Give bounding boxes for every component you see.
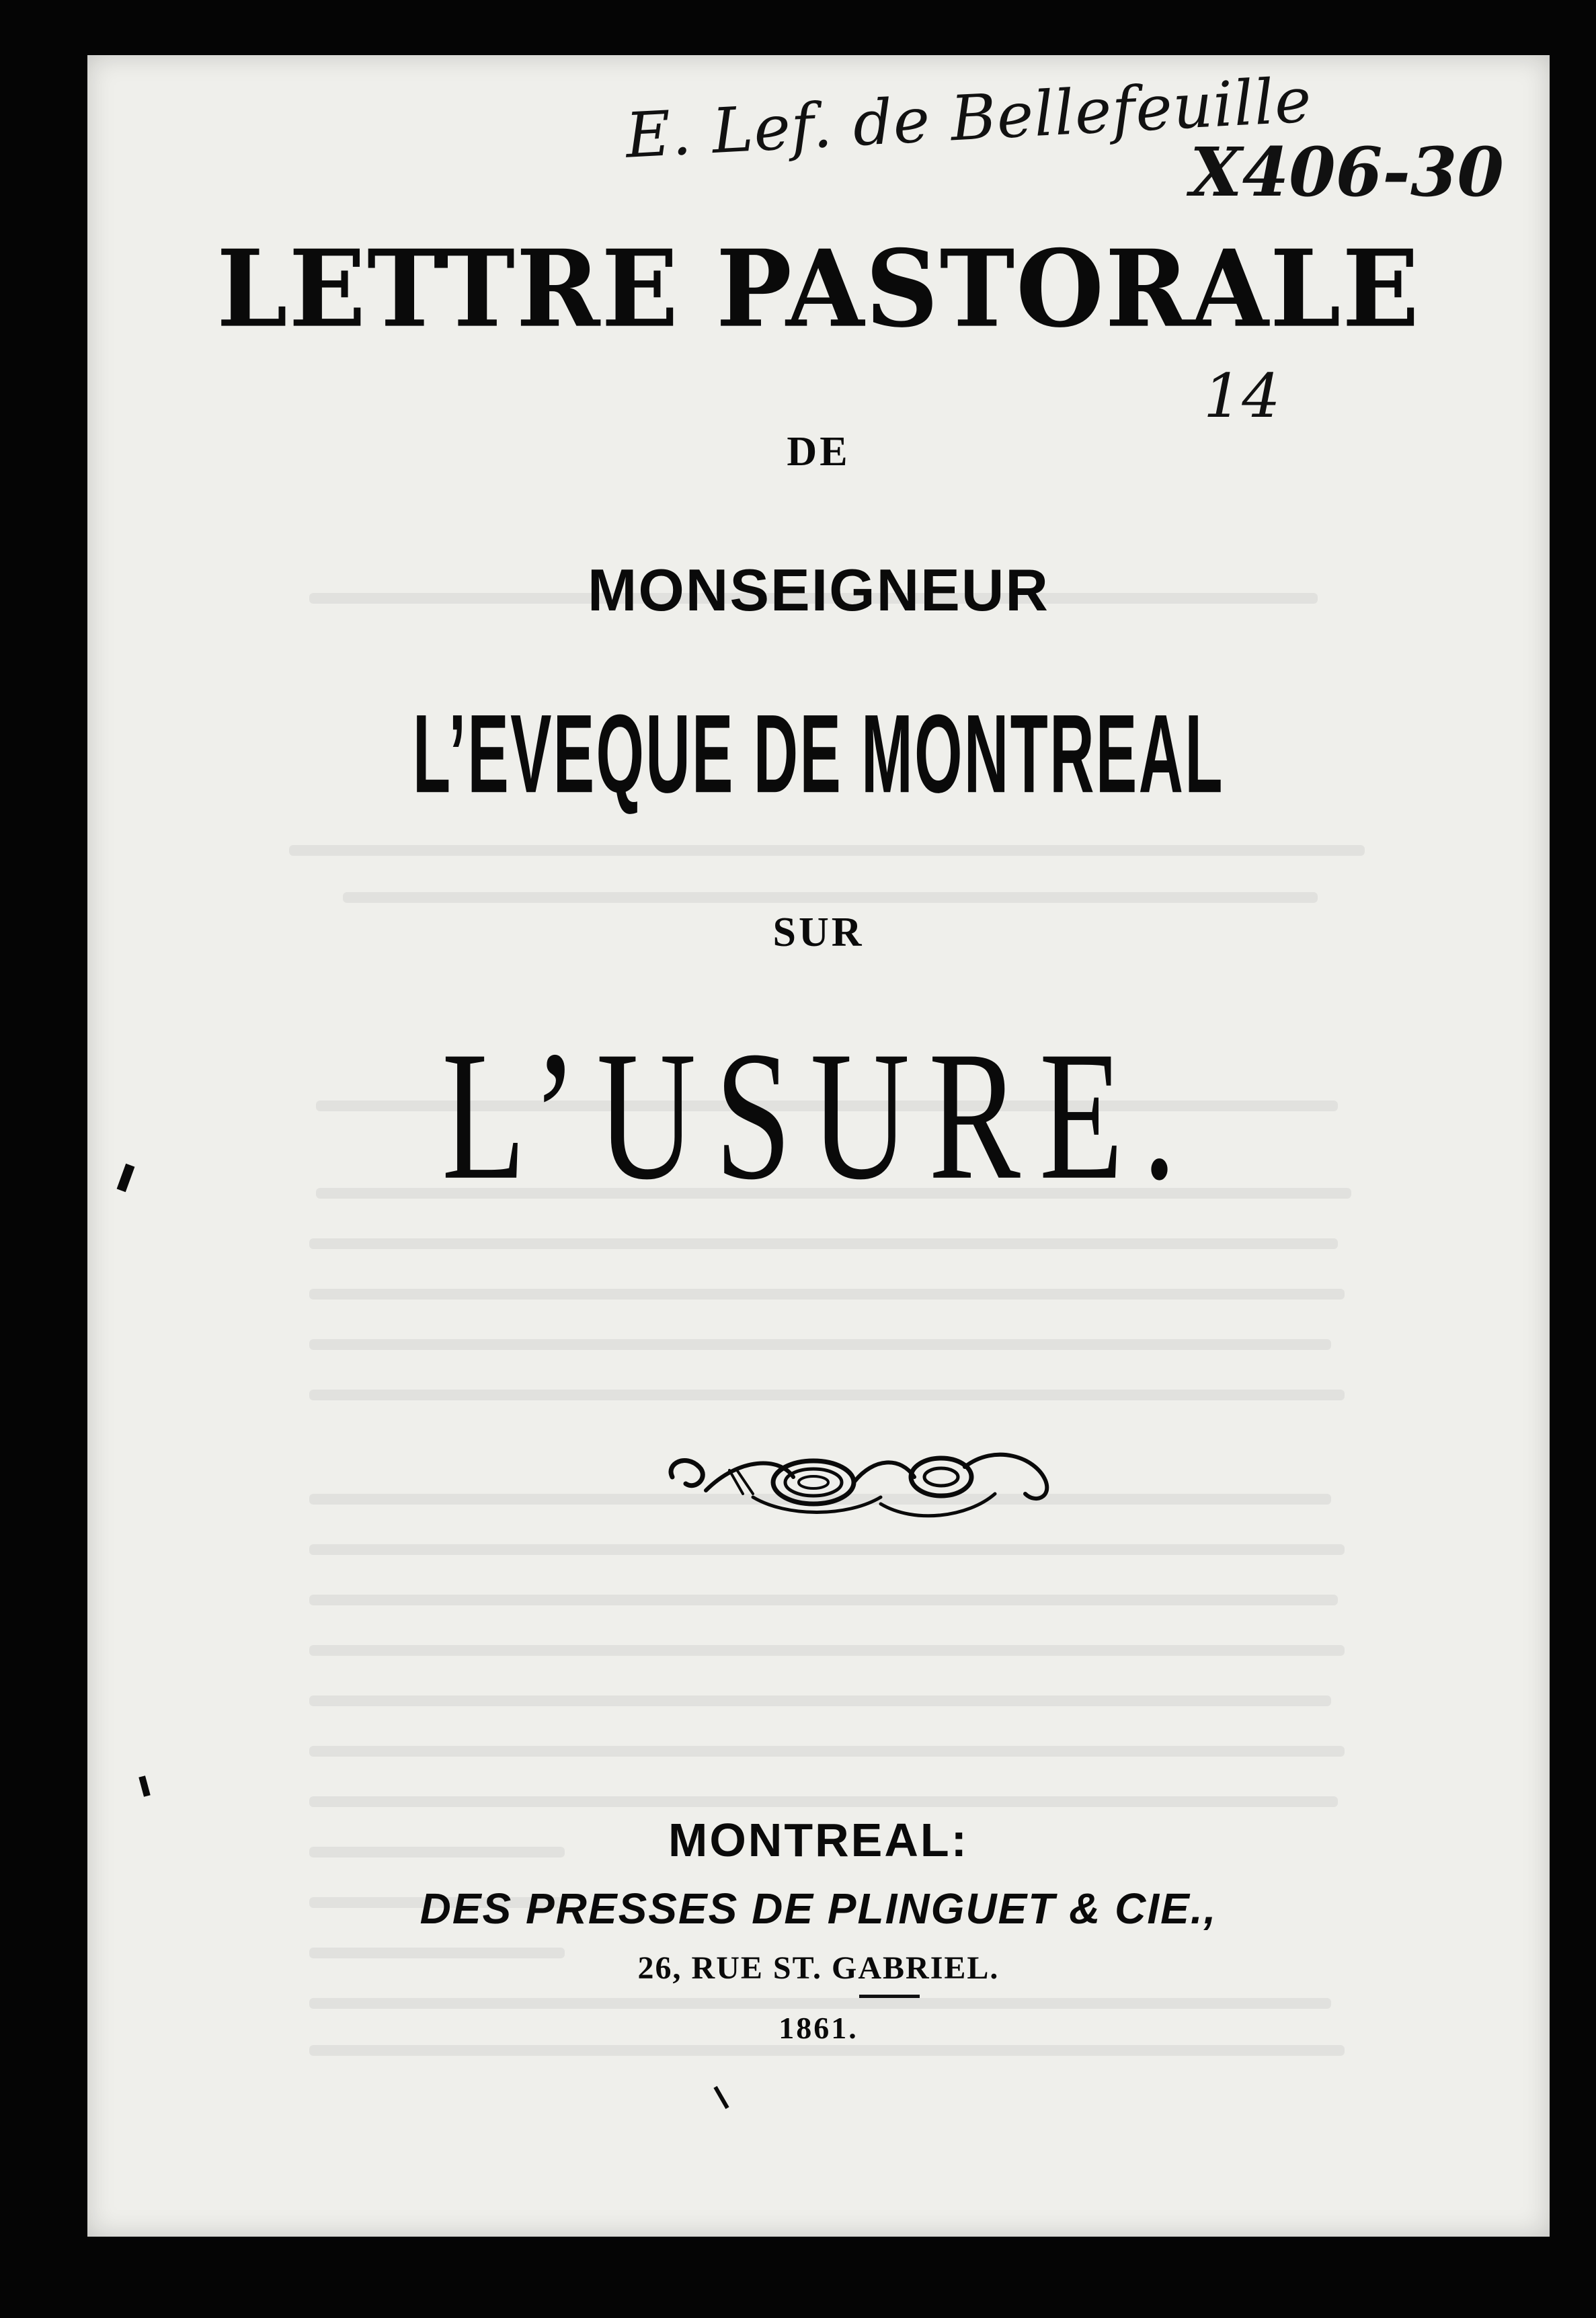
edge-mark [138,1775,150,1797]
bleed-through-line [309,1289,1345,1300]
title-monseigneur: MONSEIGNEUR [588,557,1049,623]
imprint-address: 26, RUE ST. GABRIEL. [637,1950,1000,1986]
document-page [87,55,1550,2237]
bleed-through-line [309,1998,1331,2009]
imprint-press: DES PRESSES DE PLINGUET & CIE., [420,1884,1218,1933]
handwritten-catalog-number: X406-30 [1190,132,1504,212]
bleed-through-line [289,845,1365,856]
bleed-through-line [309,1238,1338,1249]
imprint-year: 1861. [779,2011,859,2045]
edge-mark [117,1164,135,1192]
ornament-flourish [659,1430,1062,1537]
bleed-through-line [309,2045,1345,2056]
handwritten-page-number: 14 [1203,361,1281,432]
bleed-through-line [309,1796,1338,1807]
bleed-through-line [309,1746,1345,1757]
title-sur: SUR [772,910,865,955]
title-eveque-de-montreal: L’EVEQUE DE MONTREAL [413,692,1224,817]
bleed-through-line [309,1339,1331,1350]
handwritten-signature: E. Lef. de Bellefeuille [623,64,1314,172]
bleed-through-line [309,1595,1338,1605]
title-lettre-pastorale: LETTRE PASTORALE [216,227,1421,352]
bleed-through-line [343,892,1318,903]
imprint-rule [859,1995,920,1998]
title-usure: L’USURE. [441,1013,1196,1219]
title-de: DE [787,429,850,475]
bleed-through-line [309,1544,1345,1555]
bleed-through-line [309,1390,1345,1400]
edge-mark [713,2086,729,2109]
imprint-city: MONTREAL: [668,1814,969,1866]
bleed-through-line [309,1645,1345,1656]
bleed-through-line [309,1695,1331,1706]
